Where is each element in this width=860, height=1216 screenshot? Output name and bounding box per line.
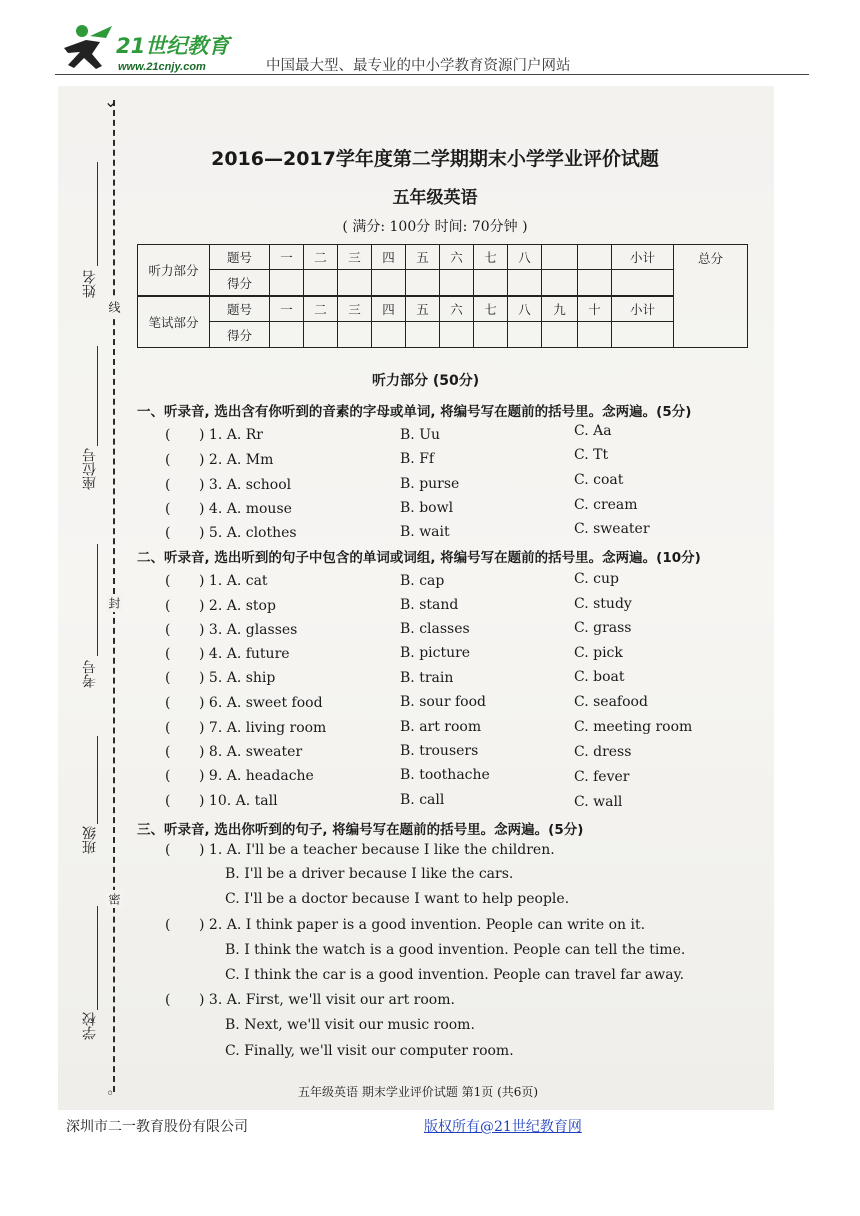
question-number: 四 — [372, 245, 406, 270]
copyright-link[interactable]: 版权所有@21世纪教育网 — [424, 1119, 582, 1135]
company-name: 深圳市二一教育股份有限公司 — [66, 1119, 248, 1135]
option-b: B. trousers — [400, 743, 479, 759]
question-number: 九 — [542, 296, 578, 322]
score-table — [137, 244, 748, 348]
answer-bracket[interactable]: ( — [165, 598, 171, 614]
binding-mark-secret: 密 — [106, 890, 123, 908]
question-number: 一 — [270, 245, 304, 270]
label-seat-number: 座位号 — [82, 448, 98, 490]
option-a: ) 8. A. sweater — [199, 744, 303, 760]
option-b: B. sour food — [400, 694, 486, 710]
question-number: 七 — [474, 245, 508, 270]
score-cell[interactable] — [440, 322, 474, 348]
option-a: ) 2. A. Mm — [199, 452, 274, 468]
logo-text: 21世纪教育 — [116, 34, 230, 58]
subtotal-label: 小计 — [612, 296, 674, 322]
score-cell[interactable] — [542, 322, 578, 348]
score-cell[interactable] — [578, 322, 612, 348]
binding-mark-seal: 封 — [106, 594, 123, 612]
score-cell[interactable] — [270, 270, 304, 296]
answer-bracket[interactable]: ( — [165, 793, 171, 809]
question-number: 五 — [406, 296, 440, 322]
score-cell[interactable] — [372, 322, 406, 348]
answer-bracket[interactable]: ( — [165, 477, 171, 493]
label-name: 姓名 — [82, 270, 98, 298]
option-c: C. wall — [574, 794, 623, 810]
subtotal-label: 小计 — [612, 245, 674, 270]
option-a: ) 5. A. clothes — [199, 525, 297, 541]
option-a: ) 7. A. living room — [199, 720, 327, 736]
option-b: B. purse — [400, 476, 460, 492]
exam-score-time: ( 满分: 100分 时间: 70分钟 ) — [342, 219, 528, 235]
option-c: C. meeting room — [574, 719, 693, 735]
option-b: B. bowl — [400, 500, 454, 516]
sentence-c: C. I'll be a doctor because I want to help people. — [225, 891, 570, 907]
class-blank[interactable] — [97, 736, 98, 824]
svg-text:www.21cnjy.com: www.21cnjy.com — [118, 61, 206, 73]
exam-subtitle: 五年级英语 — [392, 188, 478, 208]
sentence-a: ) 1. A. I'll be a teacher because I like the children. — [199, 842, 555, 858]
option-c: C. sweater — [574, 521, 650, 537]
score-cell[interactable] — [508, 270, 542, 296]
binding-top-arrow-icon: ⌄ — [104, 92, 118, 111]
option-c: C. dress — [574, 744, 632, 760]
subtotal-cell[interactable] — [612, 322, 674, 348]
option-b: B. call — [400, 792, 445, 808]
score-cell[interactable] — [578, 270, 612, 296]
answer-bracket[interactable]: ( — [165, 622, 171, 638]
sentence-c: C. Finally, we'll visit our computer room. — [225, 1043, 514, 1059]
answer-bracket[interactable]: ( — [165, 427, 171, 443]
option-a: ) 1. A. cat — [199, 573, 268, 589]
sentence-a: ) 3. A. First, we'll visit our art room. — [199, 992, 455, 1008]
option-a: ) 2. A. stop — [199, 598, 276, 614]
exam-number-blank[interactable] — [97, 544, 98, 656]
option-c: C. cream — [574, 497, 638, 513]
answer-bracket[interactable]: ( — [165, 452, 171, 468]
option-b: B. art room — [400, 719, 482, 735]
question-number: 五 — [406, 245, 440, 270]
answer-bracket[interactable]: ( — [165, 501, 171, 517]
question-label: 题号 — [210, 296, 270, 322]
section-3-heading: 三、听录音, 选出你听到的句子, 将编号写在题前的括号里。念两遍。(5分) — [137, 822, 584, 838]
section-1-heading: 一、听录音, 选出含有你听到的音素的字母或单词, 将编号写在题前的括号里。念两遍。(5分) — [137, 404, 692, 420]
option-a: ) 6. A. sweet food — [199, 695, 323, 711]
section-2-heading: 二、听录音, 选出听到的句子中包含的单词或词组, 将编号写在题前的括号里。念两遍。(10分) — [137, 550, 701, 566]
runner-logo-icon — [56, 22, 256, 74]
empty-cell — [578, 245, 612, 270]
label-class: 班级 — [82, 826, 98, 854]
sentence-b: B. I think the watch is a good invention. People can tell the time. — [225, 942, 686, 958]
option-c: C. study — [574, 596, 632, 612]
score-label: 得分 — [210, 322, 270, 348]
question-number: 二 — [304, 296, 338, 322]
answer-bracket[interactable]: ( — [165, 917, 171, 933]
score-cell[interactable] — [474, 322, 508, 348]
question-number: 二 — [304, 245, 338, 270]
answer-bracket[interactable]: ( — [165, 720, 171, 736]
option-c: C. coat — [574, 472, 624, 488]
listening-row-label: 听力部分 — [138, 245, 210, 296]
score-cell[interactable] — [542, 270, 578, 296]
score-cell[interactable] — [440, 270, 474, 296]
option-b: B. picture — [400, 645, 471, 661]
score-cell[interactable] — [406, 322, 440, 348]
question-number: 一 — [270, 296, 304, 322]
site-tagline: 中国最大型、最专业的中小学教育资源门户网站 — [266, 58, 571, 74]
question-number: 四 — [372, 296, 406, 322]
option-a: ) 3. A. glasses — [199, 622, 298, 638]
option-a: ) 5. A. ship — [199, 670, 276, 686]
option-c: C. Tt — [574, 447, 609, 463]
total-label: 总分 — [674, 245, 748, 348]
name-blank[interactable] — [97, 162, 98, 266]
question-number: 七 — [474, 296, 508, 322]
question-number: 六 — [440, 296, 474, 322]
score-cell[interactable] — [474, 270, 508, 296]
option-c: C. fever — [574, 769, 630, 785]
subtotal-cell[interactable] — [612, 270, 674, 296]
answer-bracket[interactable]: ( — [165, 992, 171, 1008]
binding-mark-line: 线 — [106, 298, 123, 316]
question-number: 八 — [508, 296, 542, 322]
label-school: 学校 — [82, 1012, 98, 1040]
score-cell[interactable] — [406, 270, 440, 296]
option-b: B. cap — [400, 573, 445, 589]
paper-page-footer: 五年级英语 期末学业评价试题 第1页 (共6页) — [298, 1085, 539, 1099]
option-a: ) 1. A. Rr — [199, 427, 263, 443]
seat-number-blank[interactable] — [97, 346, 98, 446]
option-c: C. boat — [574, 669, 625, 685]
answer-bracket[interactable]: ( — [165, 573, 171, 589]
option-b: B. Uu — [400, 427, 441, 443]
score-label: 得分 — [210, 270, 270, 296]
question-number: 八 — [508, 245, 542, 270]
option-a: ) 4. A. mouse — [199, 501, 292, 517]
question-number: 三 — [338, 296, 372, 322]
sentence-a: ) 2. A. I think paper is a good invention. People can write on it. — [199, 917, 646, 933]
writing-row-label: 笔试部分 — [138, 296, 210, 348]
option-a: ) 10. A. tall — [199, 793, 278, 809]
option-b: B. Ff — [400, 451, 435, 467]
sentence-c: C. I think the car is a good invention. People can travel far away. — [225, 967, 685, 983]
option-b: B. classes — [400, 621, 470, 637]
answer-bracket[interactable]: ( — [165, 744, 171, 760]
score-cell[interactable] — [304, 322, 338, 348]
option-c: C. cup — [574, 571, 619, 587]
option-c: C. pick — [574, 645, 623, 661]
binding-bottom-circle-icon: ◦ — [106, 1086, 115, 1102]
score-cell[interactable] — [508, 322, 542, 348]
option-b: B. train — [400, 670, 454, 686]
answer-bracket[interactable]: ( — [165, 842, 171, 858]
header-divider — [55, 74, 809, 75]
option-c: C. seafood — [574, 694, 648, 710]
question-number: 十 — [578, 296, 612, 322]
school-blank[interactable] — [97, 906, 98, 1010]
option-c: C. grass — [574, 620, 632, 636]
score-cell[interactable] — [338, 322, 372, 348]
score-cell[interactable] — [372, 270, 406, 296]
score-cell[interactable] — [270, 322, 304, 348]
answer-bracket[interactable]: ( — [165, 670, 171, 686]
label-exam-number: 考号 — [82, 660, 98, 688]
question-number: 三 — [338, 245, 372, 270]
score-cell[interactable] — [338, 270, 372, 296]
option-b: B. wait — [400, 524, 450, 540]
option-b: B. stand — [400, 597, 459, 613]
option-a: ) 3. A. school — [199, 477, 292, 493]
sentence-b: B. I'll be a driver because I like the cars. — [225, 866, 514, 882]
answer-bracket[interactable]: ( — [165, 695, 171, 711]
option-a: ) 4. A. future — [199, 646, 290, 662]
option-a: ) 9. A. headache — [199, 768, 314, 784]
sentence-b: B. Next, we'll visit our music room. — [225, 1017, 475, 1033]
question-number: 六 — [440, 245, 474, 270]
site-logo[interactable] — [56, 22, 256, 74]
empty-cell — [542, 245, 578, 270]
answer-bracket[interactable]: ( — [165, 768, 171, 784]
option-c: C. Aa — [574, 423, 612, 439]
part-listening-heading: 听力部分 (50分) — [372, 373, 480, 389]
exam-title: 2016—2017学年度第二学期期末小学学业评价试题 — [211, 148, 659, 170]
score-cell[interactable] — [304, 270, 338, 296]
option-b: B. toothache — [400, 767, 490, 783]
answer-bracket[interactable]: ( — [165, 646, 171, 662]
question-label: 题号 — [210, 245, 270, 270]
answer-bracket[interactable]: ( — [165, 525, 171, 541]
